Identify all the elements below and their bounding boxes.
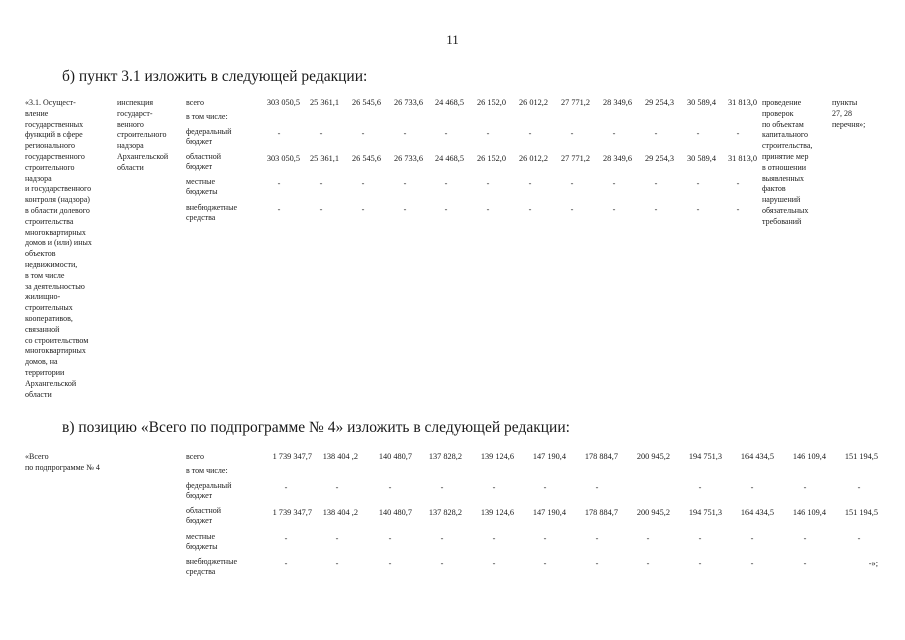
value-cell: - bbox=[492, 534, 496, 543]
result-text-line: требований bbox=[762, 216, 802, 226]
value-cell: 164 434,5 bbox=[740, 452, 774, 461]
value-cell: 26 545,6 bbox=[351, 98, 381, 107]
result-text-line: выявленных bbox=[762, 173, 804, 183]
value-cell: 178 884,7 bbox=[584, 508, 618, 517]
value-cell: - bbox=[803, 559, 807, 568]
value-cell: 303 050,5 bbox=[266, 98, 300, 107]
measure-text-line: и государственного bbox=[25, 184, 92, 194]
measure-text-line: строительства bbox=[25, 216, 74, 226]
row-label: всего bbox=[186, 98, 205, 107]
value-cell: - bbox=[486, 205, 490, 214]
subprogram-title-line: по подпрограмме № 4 bbox=[25, 462, 100, 472]
value-cell: - bbox=[528, 129, 532, 138]
value-cell: 28 349,6 bbox=[602, 98, 632, 107]
value-cell: - bbox=[857, 534, 861, 543]
value-cell: - bbox=[403, 179, 407, 188]
measure-text-line: области bbox=[25, 389, 52, 399]
value-cell: 164 434,5 bbox=[740, 508, 774, 517]
value-cell: - bbox=[319, 205, 323, 214]
value-cell: 26 733,6 bbox=[393, 154, 423, 163]
executor-text-line: надзора bbox=[117, 141, 144, 151]
result-text-line: принятие мер bbox=[762, 152, 809, 161]
value-cell: - bbox=[750, 534, 754, 543]
result-text-line: фактов bbox=[762, 184, 786, 194]
row-label: средства bbox=[186, 213, 216, 222]
value-cell: - bbox=[698, 483, 702, 492]
result-text-line: проведение bbox=[762, 98, 802, 107]
value-cell: - bbox=[277, 129, 281, 138]
row-label: областной bbox=[186, 506, 222, 515]
value-cell: 151 194,5 bbox=[844, 452, 878, 461]
value-cell: 200 945,2 bbox=[636, 452, 670, 461]
value-cell: 194 751,3 bbox=[688, 508, 722, 517]
measure-text-line: надзора bbox=[25, 173, 52, 183]
row-label: в том числе: bbox=[186, 466, 228, 475]
value-cell: - bbox=[284, 559, 288, 568]
value-cell: - bbox=[736, 179, 740, 188]
row-label: бюджет bbox=[186, 137, 213, 146]
value-cell: - bbox=[595, 559, 599, 568]
value-cell: - bbox=[570, 129, 574, 138]
value-cell: - bbox=[361, 205, 365, 214]
value-cell: - bbox=[528, 179, 532, 188]
value-cell: - bbox=[654, 179, 658, 188]
executor-text-line: венного bbox=[117, 119, 144, 129]
value-cell: 26 012,2 bbox=[518, 154, 548, 163]
section-v-heading: в) позицию «Всего по подпрограмме № 4» изложить в следующей редакции: bbox=[62, 419, 570, 436]
value-cell: - bbox=[277, 205, 281, 214]
value-cell: - bbox=[696, 205, 700, 214]
value-cell: 30 589,4 bbox=[686, 98, 716, 107]
result-text-line: строительства, bbox=[762, 141, 813, 151]
measure-text-line: домов, на bbox=[25, 357, 58, 367]
measure-text-line: объектов bbox=[25, 249, 56, 259]
value-cell: 137 828,2 bbox=[428, 508, 462, 517]
row-label: внебюджетные bbox=[186, 203, 237, 212]
measure-text-line: Архангельской bbox=[25, 378, 77, 388]
subprogram-title-line: «Всего bbox=[25, 452, 49, 461]
value-cell: 29 254,3 bbox=[644, 98, 674, 107]
value-cell: 1 739 347,7 bbox=[272, 508, 312, 517]
value-cell: 26 152,0 bbox=[476, 98, 506, 107]
value-cell: - bbox=[612, 129, 616, 138]
value-cell: 137 828,2 bbox=[428, 452, 462, 461]
value-cell: - bbox=[646, 534, 650, 543]
measure-text-line: кооперативов, bbox=[25, 314, 73, 323]
value-cell: 30 589,4 bbox=[686, 154, 716, 163]
points-text-line: 27, 28 bbox=[832, 108, 852, 118]
executor-text-line: государст- bbox=[117, 108, 153, 118]
measure-text-line: многоквартирных bbox=[25, 227, 86, 237]
row-label: местные bbox=[186, 177, 216, 186]
value-cell: 31 813,0 bbox=[727, 98, 757, 107]
value-cell: - bbox=[736, 205, 740, 214]
value-cell: 1 739 347,7 bbox=[272, 452, 312, 461]
value-cell: 139 124,6 bbox=[480, 508, 514, 517]
executor-text-line: инспекция bbox=[117, 98, 154, 107]
value-cell: 151 194,5 bbox=[844, 508, 878, 517]
section-b-heading: б) пункт 3.1 изложить в следующей редакции: bbox=[62, 68, 368, 85]
page-number: 11 bbox=[446, 32, 459, 47]
result-text-line: капитального bbox=[762, 130, 808, 140]
value-cell: - bbox=[857, 483, 861, 492]
value-cell: - bbox=[750, 559, 754, 568]
value-cell: 24 468,5 bbox=[434, 154, 464, 163]
points-text-line: пункты bbox=[832, 98, 858, 107]
value-cell: 26 012,2 bbox=[518, 98, 548, 107]
value-cell: - bbox=[654, 205, 658, 214]
value-cell: - bbox=[736, 129, 740, 138]
value-cell: - bbox=[440, 534, 444, 543]
value-cell: 29 254,3 bbox=[644, 154, 674, 163]
value-cell: - bbox=[696, 129, 700, 138]
value-cell: - bbox=[492, 559, 496, 568]
value-cell: - bbox=[543, 559, 547, 568]
points-text-line: перечня»; bbox=[832, 119, 866, 129]
value-cell: - bbox=[388, 559, 392, 568]
measure-text-line: недвижимости, bbox=[25, 260, 78, 269]
value-cell: 140 480,7 bbox=[378, 452, 412, 461]
value-cell: - bbox=[612, 205, 616, 214]
value-cell: - bbox=[403, 205, 407, 214]
row-label: в том числе: bbox=[186, 112, 228, 121]
result-text-line: проверок bbox=[762, 108, 794, 118]
result-text-line: по объектам bbox=[762, 119, 804, 129]
executor-text-line: Архангельской bbox=[117, 152, 169, 161]
value-cell: 25 361,1 bbox=[309, 98, 339, 107]
value-cell: - bbox=[803, 483, 807, 492]
value-cell: - bbox=[595, 534, 599, 543]
value-cell: - bbox=[698, 534, 702, 543]
value-cell: - bbox=[528, 205, 532, 214]
value-cell: 26 733,6 bbox=[393, 98, 423, 107]
value-cell: 25 361,1 bbox=[309, 154, 339, 163]
row-label: бюджет bbox=[186, 491, 213, 500]
value-cell: 28 349,6 bbox=[602, 154, 632, 163]
measure-text-line: строительных bbox=[25, 303, 73, 313]
value-cell: - bbox=[444, 205, 448, 214]
value-cell: 31 813,0 bbox=[727, 154, 757, 163]
row-label: всего bbox=[186, 452, 205, 461]
value-cell: - bbox=[750, 483, 754, 492]
row-label: бюджеты bbox=[186, 542, 218, 551]
value-cell: 27 771,2 bbox=[560, 154, 590, 163]
value-cell: - bbox=[570, 205, 574, 214]
value-cell: 138 404 ,2 bbox=[322, 508, 358, 517]
value-cell: 146 109,4 bbox=[792, 452, 826, 461]
value-cell: - bbox=[486, 179, 490, 188]
value-cell: 27 771,2 bbox=[560, 98, 590, 107]
value-cell: - bbox=[646, 559, 650, 568]
measure-text-line: домов и (или) иных bbox=[25, 238, 92, 248]
measure-text-line: вление bbox=[25, 108, 49, 118]
measure-text-line: территории bbox=[25, 368, 65, 377]
value-cell: 26 545,6 bbox=[351, 154, 381, 163]
value-cell: 146 109,4 bbox=[792, 508, 826, 517]
value-cell: - bbox=[440, 483, 444, 492]
value-cell: 139 124,6 bbox=[480, 452, 514, 461]
value-cell: - bbox=[543, 534, 547, 543]
value-cell: - bbox=[486, 129, 490, 138]
value-cell: - bbox=[595, 483, 599, 492]
value-cell: 178 884,7 bbox=[584, 452, 618, 461]
row-label: средства bbox=[186, 567, 216, 576]
measure-text-line: в том числе bbox=[25, 270, 65, 280]
value-cell: - bbox=[698, 559, 702, 568]
measure-text-line: функций в сфере bbox=[25, 130, 83, 140]
value-cell: - bbox=[277, 179, 281, 188]
value-cell: - bbox=[543, 483, 547, 492]
value-cell: - bbox=[444, 129, 448, 138]
measure-text-line: регионального bbox=[25, 141, 76, 151]
row-label: бюджет bbox=[186, 162, 213, 171]
row-label: внебюджетные bbox=[186, 557, 237, 566]
value-cell: 140 480,7 bbox=[378, 508, 412, 517]
value-cell: - bbox=[388, 483, 392, 492]
measure-text-line: «3.1. Осущест- bbox=[25, 98, 76, 107]
value-cell: - bbox=[444, 179, 448, 188]
value-cell: 24 468,5 bbox=[434, 98, 464, 107]
row-label: федеральный bbox=[186, 481, 232, 490]
value-cell: - bbox=[361, 179, 365, 188]
value-cell: - bbox=[284, 483, 288, 492]
value-cell: 200 945,2 bbox=[636, 508, 670, 517]
value-cell: 138 404 ,2 bbox=[322, 452, 358, 461]
value-cell: 194 751,3 bbox=[688, 452, 722, 461]
value-cell: - bbox=[361, 129, 365, 138]
row-label: местные bbox=[186, 532, 216, 541]
measure-text-line: контроля (надзора) bbox=[25, 195, 90, 205]
measure-text-line: за деятельностью bbox=[25, 281, 85, 291]
value-cell: - bbox=[570, 179, 574, 188]
value-cell: - bbox=[612, 179, 616, 188]
measure-text-line: в области долевого bbox=[25, 206, 90, 215]
result-text-line: в отношении bbox=[762, 162, 807, 172]
result-text-line: нарушений bbox=[762, 195, 801, 205]
row-label: бюджет bbox=[186, 516, 213, 525]
result-text-line: обязательных bbox=[762, 206, 809, 215]
row-label: федеральный bbox=[186, 127, 232, 136]
executor-text-line: строительного bbox=[117, 130, 167, 140]
value-cell: - bbox=[284, 534, 288, 543]
measure-text-line: жилищно- bbox=[25, 292, 61, 302]
value-cell: - bbox=[335, 534, 339, 543]
measure-text-line: государственного bbox=[25, 152, 85, 161]
value-cell: -»; bbox=[868, 559, 878, 568]
measure-text-line: связанной bbox=[25, 324, 60, 334]
measure-text-line: со строительством bbox=[25, 335, 89, 345]
value-cell: - bbox=[803, 534, 807, 543]
value-cell: 26 152,0 bbox=[476, 154, 506, 163]
value-cell: - bbox=[403, 129, 407, 138]
value-cell: 303 050,5 bbox=[266, 154, 300, 163]
value-cell: - bbox=[440, 559, 444, 568]
value-cell: - bbox=[492, 483, 496, 492]
value-cell: - bbox=[388, 534, 392, 543]
value-cell: 147 190,4 bbox=[532, 452, 566, 461]
measure-text-line: многоквартирных bbox=[25, 346, 86, 356]
measure-text-line: государственных bbox=[25, 119, 84, 129]
value-cell: - bbox=[319, 179, 323, 188]
value-cell: 147 190,4 bbox=[532, 508, 566, 517]
value-cell: - bbox=[335, 559, 339, 568]
value-cell: - bbox=[696, 179, 700, 188]
row-label: бюджеты bbox=[186, 187, 218, 196]
value-cell: - bbox=[335, 483, 339, 492]
value-cell: - bbox=[654, 129, 658, 138]
row-label: областной bbox=[186, 152, 222, 161]
value-cell: - bbox=[319, 129, 323, 138]
measure-text-line: строительного bbox=[25, 162, 75, 172]
executor-text-line: области bbox=[117, 162, 144, 172]
